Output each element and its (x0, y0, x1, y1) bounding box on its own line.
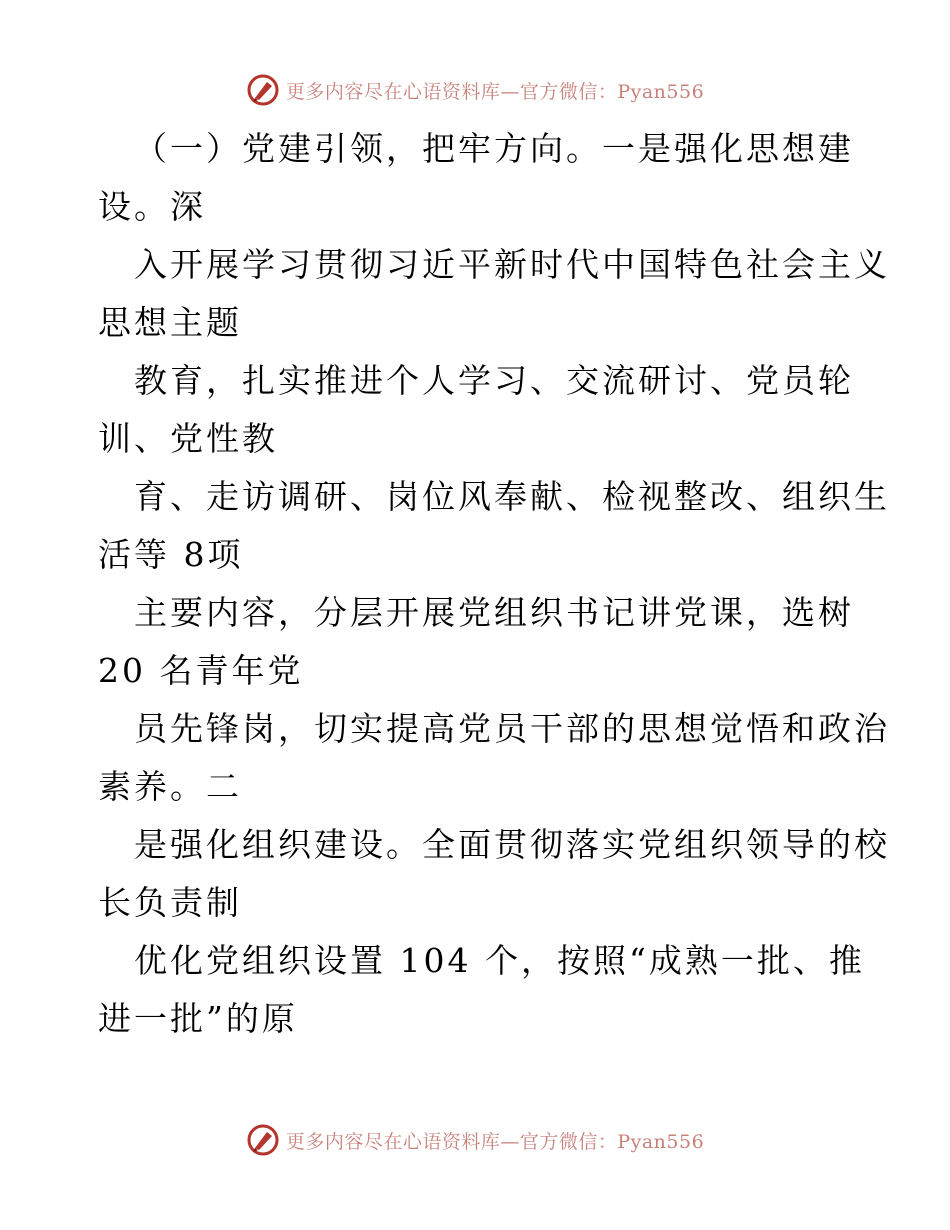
text-line: 入开展学习贯彻习近平新时代中国特色社会主义 (134, 245, 890, 284)
footer-banner-text: 更多内容尽在心语资料库—官方微信：Pyan556 (285, 1130, 705, 1153)
pen-logo-icon (246, 1123, 280, 1157)
body-text (98, 120, 890, 1048)
text-line: 素养。二 (98, 767, 242, 806)
text-line: 优化党组织设置 104 个，按照“成熟一批、推 (134, 941, 865, 980)
text-line: （一）党建引领，把牢方向。一是强化思想建 (134, 129, 854, 168)
text-line: 主要内容，分层开展党组织书记讲党课，选树 (134, 593, 854, 632)
text-line: 进一批”的原 (98, 999, 298, 1038)
text-line: 训、党性教 (98, 419, 278, 458)
header-banner-text: 更多内容尽在心语资料库—官方微信：Pyan556 (285, 80, 705, 103)
text-line: 20 名青年党 (98, 651, 304, 690)
pen-logo-icon (246, 73, 280, 107)
text-line: 是强化组织建设。全面贯彻落实党组织领导的校 (134, 825, 890, 864)
header-banner-content (246, 73, 704, 107)
text-line: 员先锋岗，切实提高党员干部的思想觉悟和政治 (134, 709, 890, 748)
footer-banner (0, 1120, 950, 1160)
footer-banner-content (246, 1123, 704, 1157)
text-line: 育、走访调研、岗位风奉献、检视整改、组织生 (134, 477, 890, 516)
text-line: 设。深 (98, 187, 206, 226)
text-line: 长负责制 (98, 883, 242, 922)
text-line: 教育，扎实推进个人学习、交流研讨、党员轮 (134, 361, 854, 400)
text-line: 思想主题 (98, 303, 242, 342)
header-banner (0, 70, 950, 110)
text-line: 活等 8项 (98, 535, 244, 574)
